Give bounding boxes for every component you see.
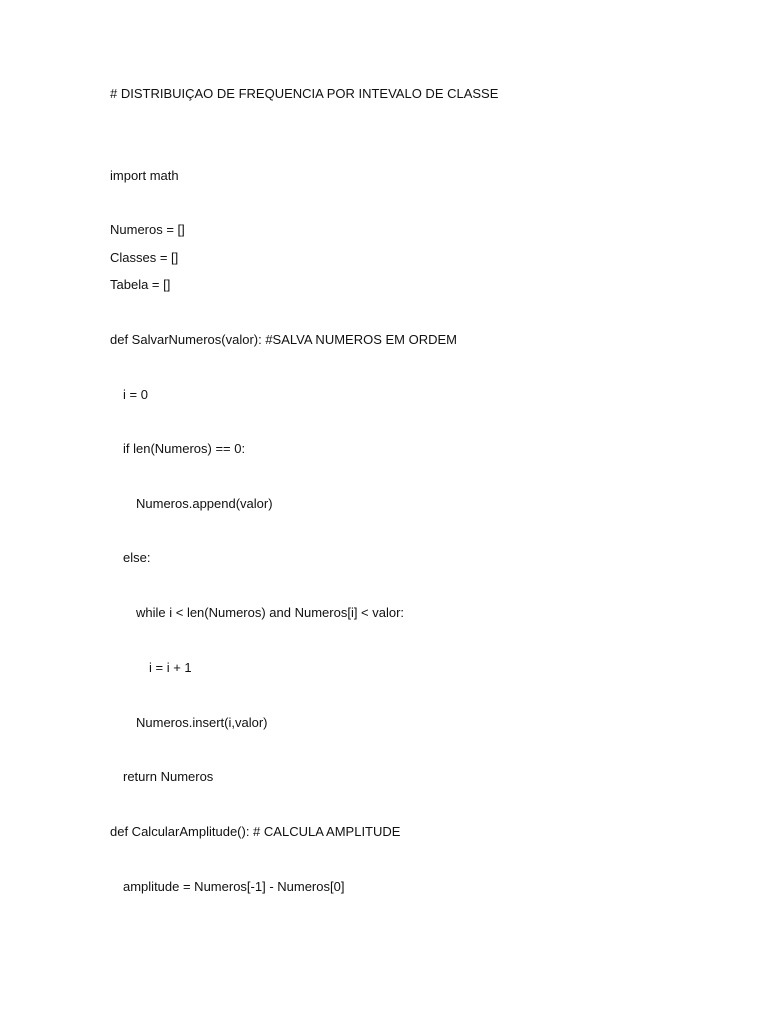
code-line-return: return Numeros (123, 769, 214, 784)
code-line-while: while i < len(Numeros) and Numeros[i] < valor: (136, 605, 405, 620)
code-line-insert: Numeros.insert(i,valor) (136, 715, 268, 730)
code-line-append: Numeros.append(valor) (136, 496, 273, 511)
code-line-increment: i = i + 1 (149, 660, 192, 675)
code-line-def-salvar: def SalvarNumeros(valor): #SALVA NUMEROS EM ORDEM (110, 332, 457, 347)
code-comment-title: # DISTRIBUIÇAO DE FREQUENCIA POR INTEVALO DE CLASSE (110, 86, 499, 101)
code-line-amplitude: amplitude = Numeros[-1] - Numeros[0] (123, 879, 345, 894)
code-line-classes: Classes = [] (110, 250, 179, 265)
code-line-def-amplitude: def CalcularAmplitude(): # CALCULA AMPLITUDE (110, 824, 401, 839)
code-line-import: import math (110, 168, 179, 183)
code-line-else: else: (123, 550, 151, 565)
code-line-numeros: Numeros = [] (110, 222, 185, 237)
code-line-if-len: if len(Numeros) == 0: (123, 441, 246, 456)
code-line-tabela: Tabela = [] (110, 277, 171, 292)
code-line-i-init: i = 0 (123, 387, 148, 402)
